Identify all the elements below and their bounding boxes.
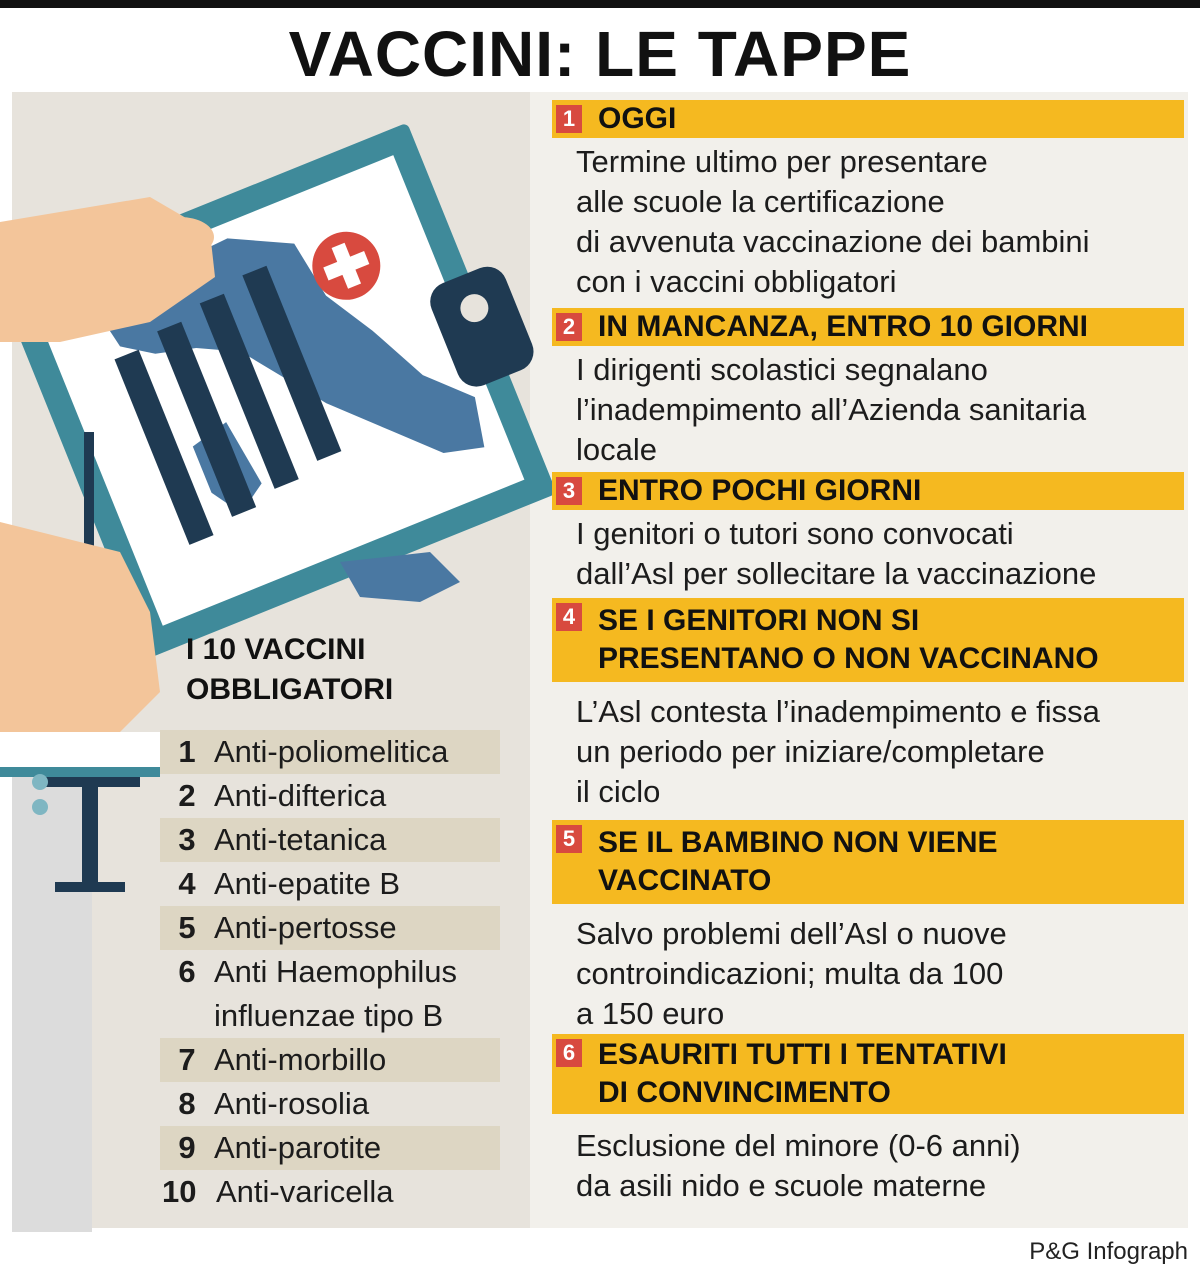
step-line: di avvenuta vaccinazione dei bambini (576, 224, 1090, 259)
step-heading-text: IN MANCANZA, ENTRO 10 GIORNI (598, 310, 1089, 343)
step-number-badge: 2 (556, 313, 582, 341)
vaccine-name: Anti-parotite (214, 1130, 382, 1165)
vaccine-item (160, 774, 500, 818)
step-heading (552, 1034, 1184, 1114)
vaccine-item (160, 1038, 500, 1082)
step-heading-line-2: DI CONVINCIMENTO (598, 1076, 891, 1109)
vaccine-item (160, 1082, 500, 1126)
step-number-badge: 4 (556, 603, 582, 631)
step-number-badge: 1 (556, 105, 582, 133)
step-line: Esclusione del minore (0-6 anni) (576, 1128, 1021, 1163)
step-line: con i vaccini obbligatori (576, 264, 897, 299)
step-heading (552, 598, 1184, 682)
vaccine-name: Anti-difterica (214, 778, 387, 813)
step-heading-line-1: ESAURITI TUTTI I TENTATIVI (598, 1038, 1007, 1071)
step-1 (552, 100, 1184, 302)
vaccine-item (160, 906, 500, 950)
vaccine-item (160, 862, 500, 906)
step-heading-text: OGGI (598, 102, 677, 135)
step-line: l’inadempimento all’Azienda sanitaria (576, 392, 1087, 427)
vaccine-item (160, 730, 500, 774)
vaccine-number: 7 (178, 1042, 196, 1077)
credit-line: P&G Infograph (1029, 1238, 1188, 1265)
step-heading-line-1: SE I GENITORI NON SI (598, 604, 920, 637)
step-heading (552, 820, 1184, 904)
vaccine-name-line-2: influenzae tipo B (214, 998, 444, 1033)
step-heading (552, 472, 1184, 510)
step-description (552, 350, 1184, 470)
vaccines-title (186, 630, 506, 710)
vaccine-name: Anti-tetanica (214, 822, 387, 857)
vaccine-number: 6 (178, 954, 196, 989)
vaccine-number: 8 (178, 1086, 196, 1121)
step-heading (552, 100, 1184, 138)
step-line: I genitori o tutori sono convocati (576, 516, 1014, 551)
step-line: Salvo problemi dell’Asl o nuove (576, 916, 1007, 951)
vaccine-number: 3 (178, 822, 196, 857)
vaccine-name-line-1: Anti Haemophilus (214, 954, 457, 989)
step-description (552, 142, 1184, 302)
vaccine-name: Anti-morbillo (214, 1042, 387, 1077)
vaccine-name: Anti-poliomelitica (214, 734, 449, 769)
step-description (552, 1126, 1184, 1206)
step-2 (552, 308, 1184, 470)
step-line: I dirigenti scolastici segnalano (576, 352, 988, 387)
vaccine-name: Anti-epatite B (214, 866, 401, 901)
top-rule (0, 0, 1200, 8)
step-line: alle scuole la certificazione (576, 184, 945, 219)
step-line: dall’Asl per sollecitare la vaccinazione (576, 556, 1097, 591)
step-6 (552, 1034, 1184, 1206)
step-line: il ciclo (576, 774, 661, 809)
step-number-badge: 5 (556, 825, 582, 853)
step-description (552, 514, 1184, 594)
vaccine-name: Anti-pertosse (214, 910, 397, 945)
page-title: VACCINI: LE TAPPE (288, 18, 912, 90)
step-number-badge: 3 (556, 477, 582, 505)
vaccine-name: Anti-rosolia (214, 1086, 370, 1121)
vaccine-item (160, 1170, 500, 1214)
step-line: da asili nido e scuole materne (576, 1168, 987, 1203)
vaccine-name: Anti-varicella (216, 1174, 394, 1209)
step-heading (552, 308, 1184, 346)
vaccine-number: 1 (178, 734, 196, 769)
vaccine-number: 4 (178, 866, 196, 901)
vaccine-number: 5 (178, 910, 196, 945)
vaccine-item (160, 1126, 500, 1170)
vaccine-number: 10 (162, 1174, 197, 1209)
step-line: un periodo per iniziare/completare (576, 734, 1045, 769)
step-description (552, 914, 1184, 1034)
step-heading-line-1: SE IL BAMBINO NON VIENE (598, 826, 998, 859)
vaccine-number: 9 (178, 1130, 196, 1165)
step-line: Termine ultimo per presentare (576, 144, 988, 179)
vaccine-number: 2 (178, 778, 196, 813)
step-4 (552, 598, 1184, 812)
step-line: L’Asl contesta l’inadempimento e fissa (576, 694, 1100, 729)
step-line: a 150 euro (576, 996, 725, 1031)
step-heading-line-2: VACCINATO (598, 864, 772, 897)
vaccines-title-line-1: I 10 VACCINI (186, 633, 366, 666)
vaccine-item (160, 818, 500, 862)
step-heading-line-2: PRESENTANO O NON VACCINANO (598, 642, 1099, 675)
vaccine-item (160, 950, 500, 1038)
step-line: locale (576, 432, 657, 467)
vaccines-title-line-2: OBBLIGATORI (186, 673, 394, 706)
step-number-badge: 6 (556, 1039, 582, 1067)
vaccines-list (160, 730, 500, 1214)
step-heading-text: ENTRO POCHI GIORNI (598, 474, 922, 507)
step-description (552, 692, 1184, 812)
step-3 (552, 472, 1184, 594)
step-5 (552, 820, 1184, 1034)
step-line: controindicazioni; multa da 100 (576, 956, 1004, 991)
vaccine-name (214, 950, 500, 1038)
